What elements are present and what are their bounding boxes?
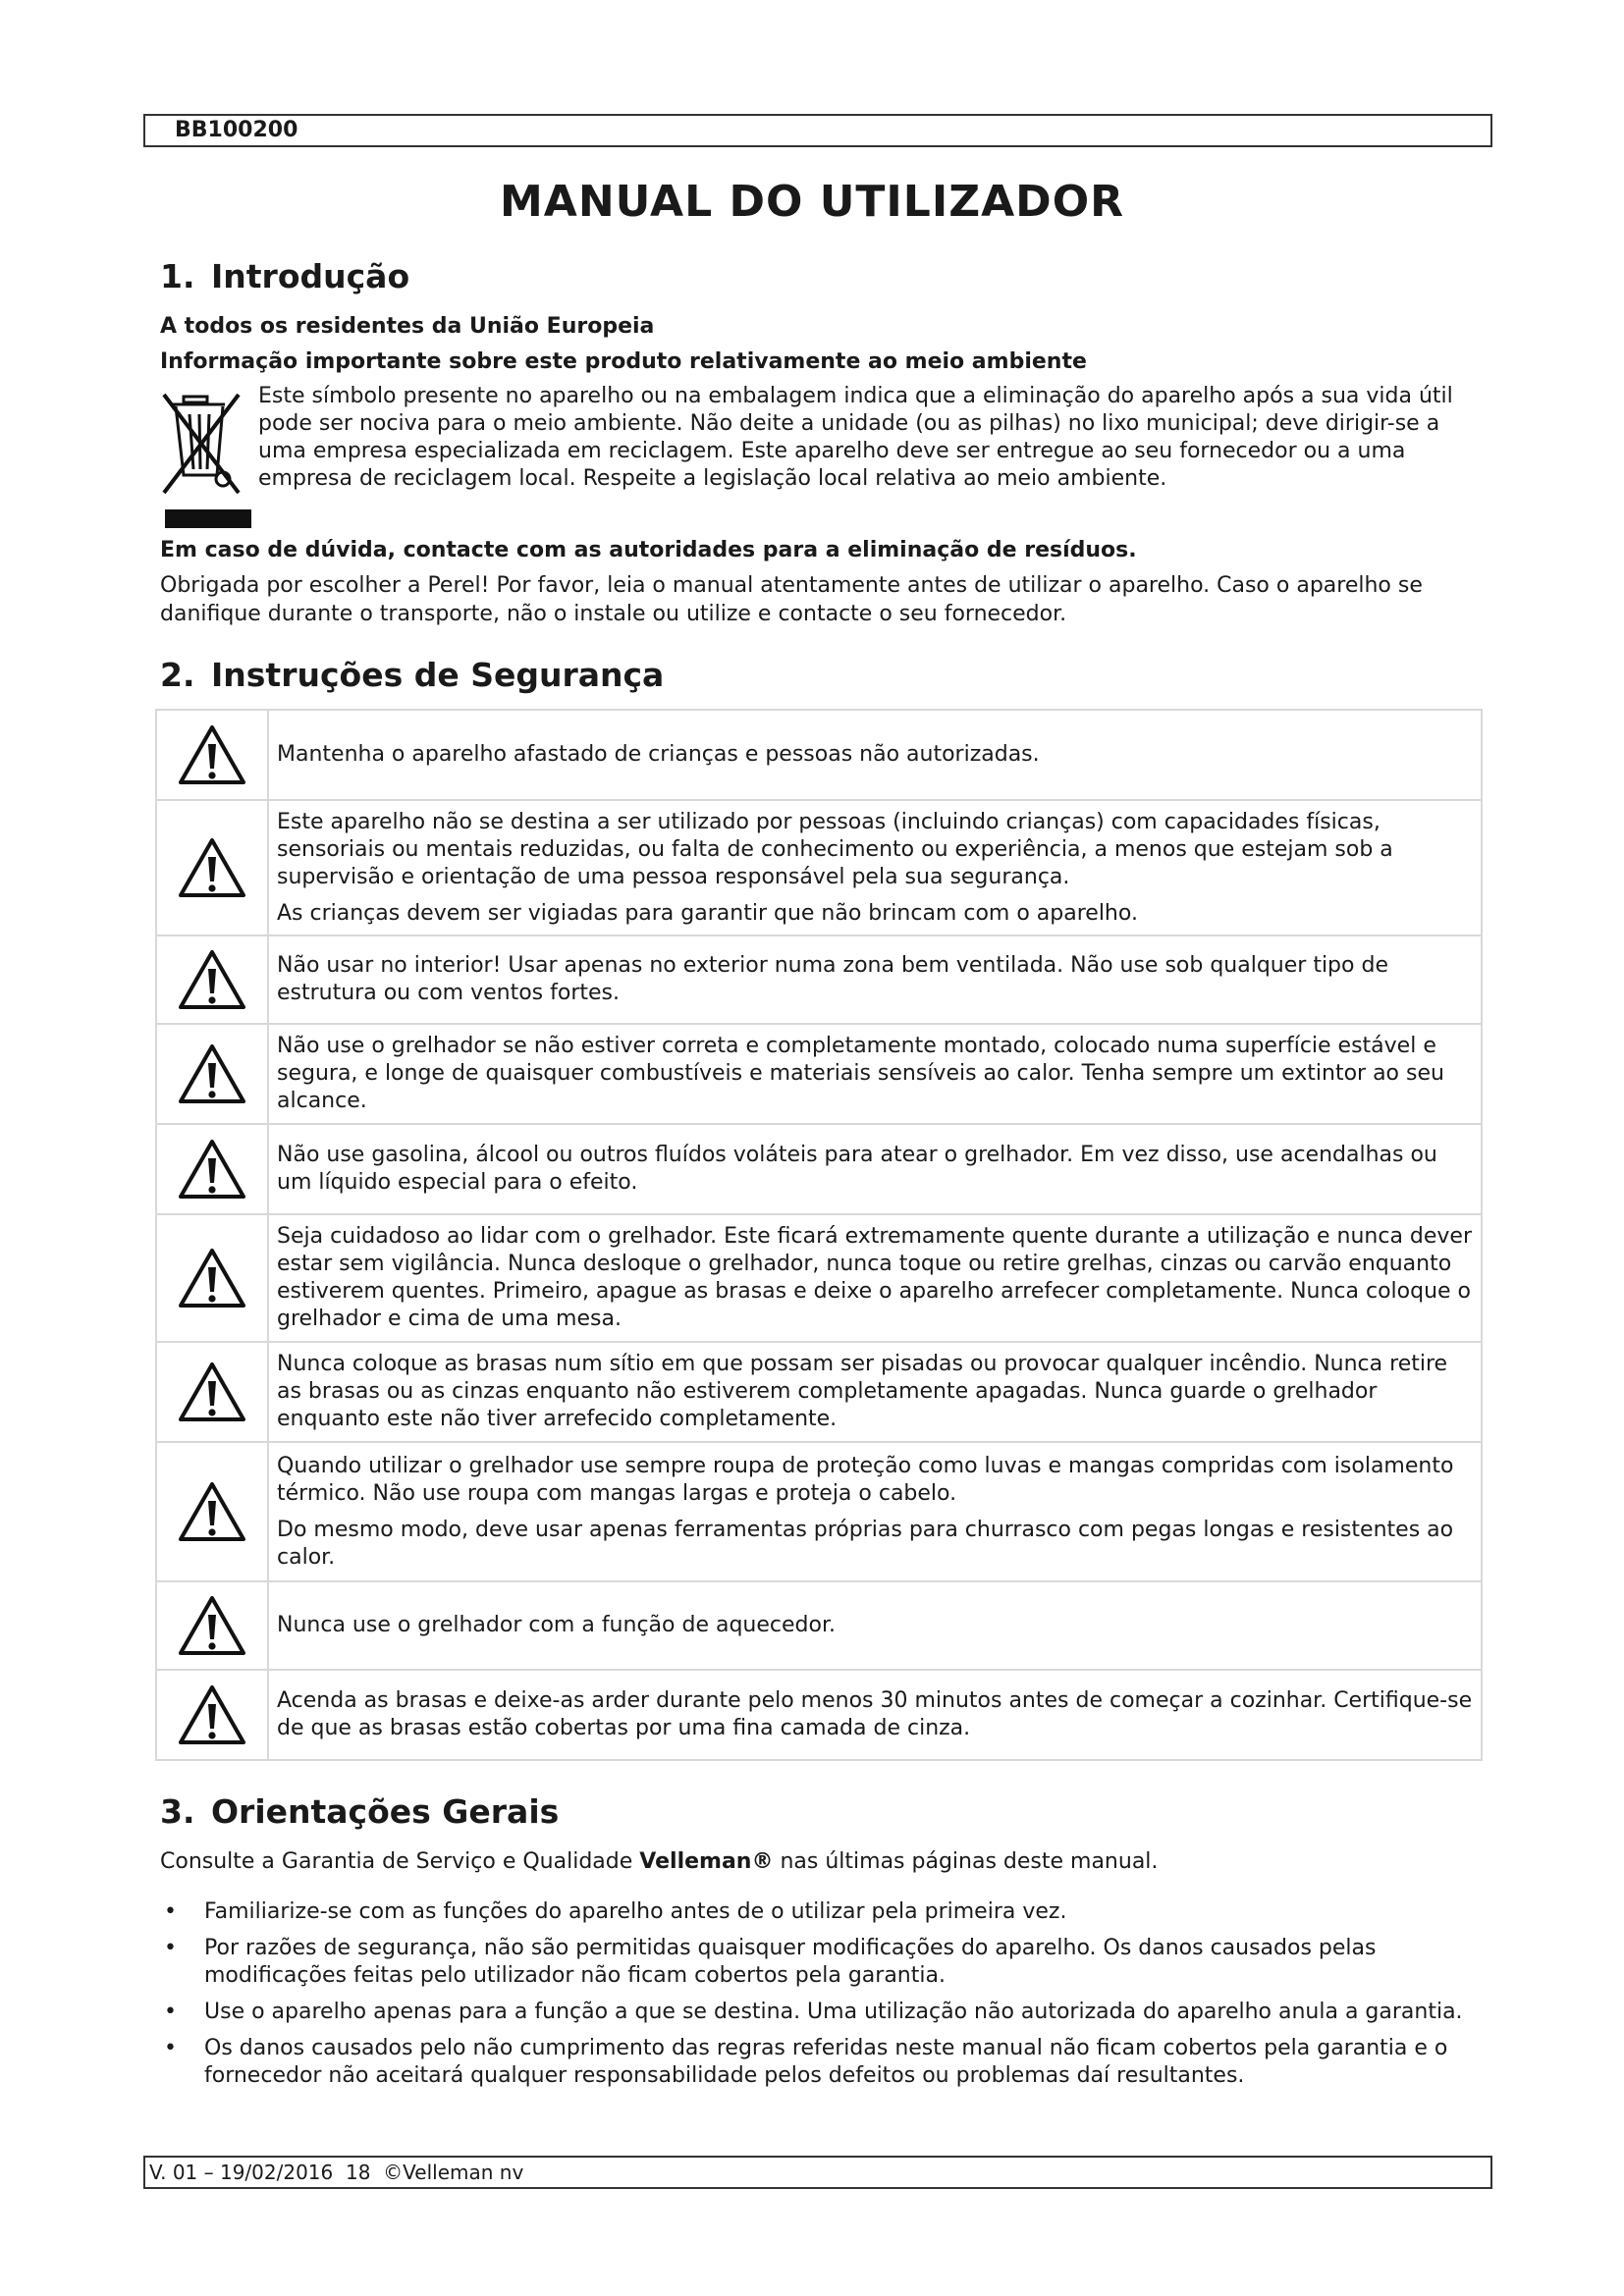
safety-icon-cell — [156, 935, 268, 1024]
section-number: 3. — [160, 1792, 195, 1831]
safety-instruction: Mantenha o aparelho afastado de crianças e pessoas não autorizadas. — [277, 742, 1040, 767]
safety-instruction: Não use gasolina, álcool ou outros fluídos voláteis para atear o grelhador. Em vez disso, use acendalhas ou um líquido especial para o efeito. — [277, 1143, 1437, 1195]
section-number: 2. — [160, 656, 195, 694]
safety-row — [156, 1124, 1482, 1214]
safety-icon-cell — [156, 1442, 268, 1581]
safety-row — [156, 710, 1482, 800]
list-item — [160, 1935, 1476, 1990]
warning-triangle-icon — [178, 1481, 246, 1542]
safety-text-cell — [268, 935, 1482, 1024]
safety-text-cell — [268, 1670, 1482, 1760]
list-item — [160, 1898, 1476, 1926]
general-bullet-list — [160, 1898, 1476, 2099]
section-title: Instruções de Segurança — [211, 656, 665, 694]
warning-triangle-icon — [178, 1248, 246, 1308]
doubt-notice: Em caso de dúvida, contacte com as autoridades para a eliminação de resíduos. — [160, 538, 1137, 562]
warning-triangle-icon — [178, 1684, 246, 1745]
section-heading-introduction — [160, 257, 409, 295]
document-title: MANUAL DO UTILIZADOR — [500, 177, 1124, 227]
bullet-marker: • — [164, 2000, 177, 2024]
safety-row — [156, 1024, 1482, 1124]
safety-icon-cell — [156, 1670, 268, 1760]
safety-instruction: Não use o grelhador se não estiver correta e completamente montado, colocado numa superfície estável e segura, e longe de quaisquer combustíveis e materiais sensíveis ao calor. Tenha sempre um extintor ao seu alcance. — [277, 1034, 1444, 1113]
safety-instruction: Este aparelho não se destina a ser utilizado por pessoas (incluindo crianças) com capacidades físicas, sensoriais ou mentais reduzidas, ou falta de conhecimento ou experiência, a menos que estejam sob a supervisão e orientação de uma pessoa responsável pela sua segurança. — [277, 809, 1393, 889]
safety-icon-cell — [156, 1214, 268, 1342]
section-title: Introdução — [211, 257, 410, 295]
safety-icon-cell — [156, 710, 268, 800]
safety-text-cell — [268, 1124, 1482, 1214]
footer-copyright: ©Velleman nv — [383, 2161, 524, 2184]
general-intro-text: Consulte a Garantia de Serviço e Qualidade — [160, 1849, 640, 1874]
safety-icon-cell — [156, 1024, 268, 1124]
header-code-box — [143, 114, 1492, 147]
brand-name: Velleman® — [639, 1849, 774, 1874]
weee-crossed-bin-icon — [160, 391, 243, 497]
section-number: 1. — [160, 257, 195, 295]
safety-text-cell — [268, 710, 1482, 800]
safety-instruction: Seja cuidadoso ao lidar com o grelhador. Este ficará extremamente quente durante a utilização e nunca dever estar sem vigilância. Nunca desloque o grelhador, nunca toque ou retire grelhas, cinzas ou carvão enquanto estiverem quentes. Primeiro, apague as brasas e deixe o aparelho arrefecer completamente. Nunca coloque o grelhador e cima de uma mesa. — [277, 1224, 1473, 1331]
safety-icon-cell — [156, 800, 268, 935]
weee-paragraph: Este símbolo presente no aparelho ou na embalagem indica que a eliminação do aparelho após a sua vida útil pode ser nociva para o meio ambiente. Não deite a unidade (ou as pilhas) no lixo municipal; deve dirigir-se a uma empresa especializada em reciclagem. Este aparelho deve ser entregue ao seu fornecedor ou a uma empresa de reciclagem local. Respeite a legislação local relativa ao meio ambiente. — [258, 384, 1453, 491]
safety-table — [155, 709, 1483, 1761]
safety-text-cell — [268, 1442, 1482, 1581]
general-intro — [160, 1847, 1476, 1876]
safety-row — [156, 1581, 1482, 1670]
product-code: BB100200 — [175, 118, 298, 142]
safety-instruction: As crianças devem ser vigiadas para garantir que não brincam com o aparelho. — [277, 900, 1138, 926]
thanks-paragraph: Obrigada por escolher a Perel! Por favor, leia o manual atentamente antes de utilizar o aparelho. Caso o aparelho se danifique durante o transporte, não o instale ou utilize e contacte o seu fornecedor. — [160, 573, 1423, 626]
safety-instruction: Acenda as brasas e deixe-as arder durante pelo menos 30 minutos antes de começar a cozinhar. Certifique-se de que as brasas estão cobertas por uma fina camada de cinza. — [277, 1688, 1473, 1740]
safety-text-cell — [268, 1214, 1482, 1342]
list-item — [160, 1999, 1476, 2026]
bullet-marker: • — [164, 1899, 177, 1924]
bullet-marker: • — [164, 2036, 177, 2060]
footer-version: V. 01 – 19/02/2016 — [149, 2161, 334, 2184]
safety-text-cell — [268, 1581, 1482, 1670]
section-heading-general — [160, 1792, 559, 1831]
warning-triangle-icon — [178, 1043, 246, 1104]
eu-residents-heading: A todos os residentes da União Europeia — [160, 314, 655, 339]
safety-icon-cell — [156, 1581, 268, 1670]
safety-instruction: Nunca use o grelhador com a função de aquecedor. — [277, 1613, 836, 1637]
footer-page-number: 18 — [345, 2161, 371, 2184]
section-title: Orientações Gerais — [211, 1792, 560, 1831]
bullet-marker: • — [164, 1936, 177, 1960]
safety-text-cell — [268, 800, 1482, 935]
warning-triangle-icon — [178, 1362, 246, 1422]
list-item-text: Familiarize-se com as funções do aparelho antes de o utilizar pela primeira vez. — [204, 1899, 1067, 1924]
safety-text-cell — [268, 1024, 1482, 1124]
safety-icon-cell — [156, 1342, 268, 1442]
list-item-text: Os danos causados pelo não cumprimento das regras referidas neste manual não ficam cobertos pela garantia e o fornecedor não aceitará qualquer responsabilidade pelos defeitos ou problemas daí resultantes. — [204, 2036, 1448, 2088]
warning-triangle-icon — [178, 949, 246, 1010]
warning-triangle-icon — [178, 1139, 246, 1200]
warning-triangle-icon — [178, 837, 246, 898]
safety-instruction: Do mesmo modo, deve usar apenas ferramentas próprias para churrasco com pegas longas e resistentes ao calor. — [277, 1517, 1454, 1570]
list-item — [160, 2035, 1476, 2090]
weee-black-bar — [165, 509, 251, 528]
safety-instruction: Nunca coloque as brasas num sítio em que possam ser pisadas ou provocar qualquer incêndio. Nunca retire as brasas ou as cinzas enquanto não estiverem completamente apagadas. Nunca guarde o grelhador enquanto este não tiver arrefecido completamente. — [277, 1352, 1448, 1431]
environment-heading: Informação importante sobre este produto relativamente ao meio ambiente — [160, 349, 1087, 374]
safety-row — [156, 800, 1482, 935]
safety-row — [156, 1670, 1482, 1760]
general-intro-text-end: nas últimas páginas deste manual. — [773, 1849, 1159, 1874]
warning-triangle-icon — [178, 1595, 246, 1656]
list-item-text: Por razões de segurança, não são permitidas quaisquer modificações do aparelho. Os danos causados pelas modificações feitas pelo utilizador não ficam cobertos pela garantia. — [204, 1936, 1377, 1988]
footer-box — [143, 2156, 1492, 2189]
safety-icon-cell — [156, 1124, 268, 1214]
list-item-text: Use o aparelho apenas para a função a que se destina. Uma utilização não autorizada do aparelho anula a garantia. — [204, 2000, 1463, 2024]
safety-row — [156, 935, 1482, 1024]
safety-row — [156, 1214, 1482, 1342]
safety-text-cell — [268, 1342, 1482, 1442]
safety-instruction: Não usar no interior! Usar apenas no exterior numa zona bem ventilada. Não use sob qualquer tipo de estrutura ou com ventos fortes. — [277, 953, 1388, 1005]
warning-triangle-icon — [178, 724, 246, 785]
safety-instruction: Quando utilizar o grelhador use sempre roupa de proteção como luvas e mangas compridas com isolamento térmico. Não use roupa com mangas largas e proteja o cabelo. — [277, 1453, 1454, 1506]
safety-row — [156, 1442, 1482, 1581]
section-heading-safety — [160, 656, 664, 694]
safety-row — [156, 1342, 1482, 1442]
